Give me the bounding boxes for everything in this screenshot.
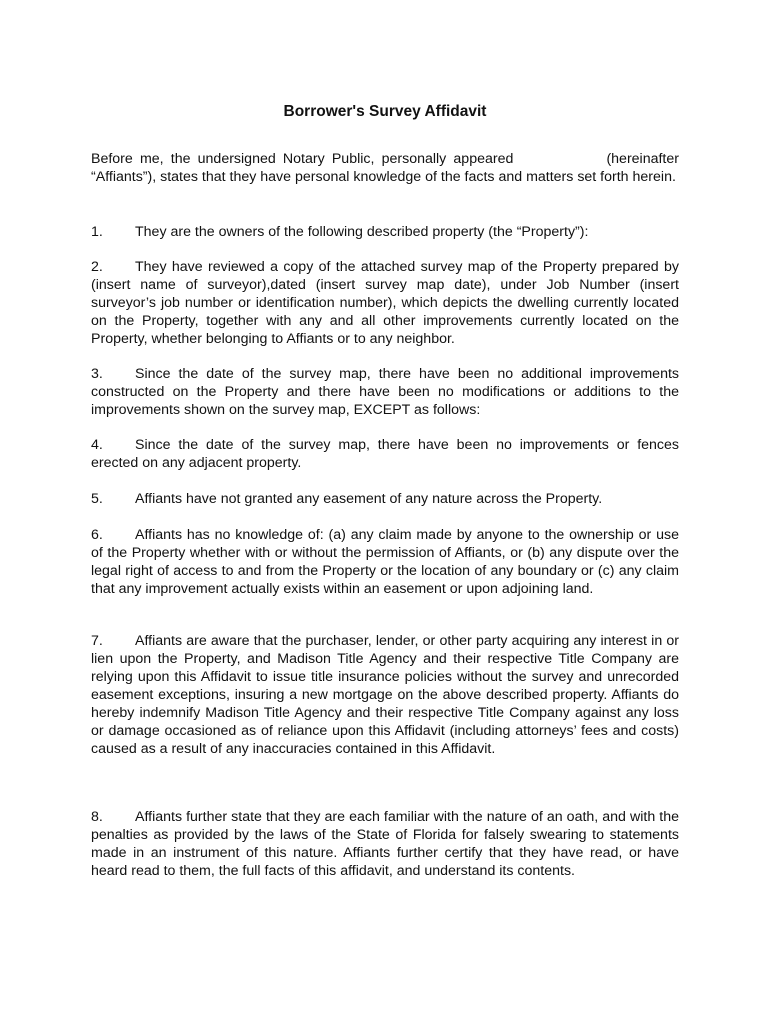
paragraph-text: Since the date of the survey map, there have been no additional improvements constructed on the Property and there have been no modifications or additions to the improvements shown on the survey map, EXCEPT as follows:: [91, 366, 679, 418]
paragraph-number: 6.: [91, 527, 103, 543]
paragraph-text: Since the date of the survey map, there have been no improvements or fences erected on any adjacent property.: [91, 437, 679, 471]
intro-paragraph: Before me, the undersigned Notary Public, personally appeared (hereinafter “Affiants”), states that they have personal knowledge of the facts and matters set forth herein.: [91, 151, 683, 185]
paragraph-number: 4.: [91, 437, 103, 453]
paragraph-5: [91, 490, 679, 508]
paragraph-number: 8.: [91, 809, 103, 825]
paragraph-2: [91, 258, 679, 348]
paragraph-number: 1.: [91, 224, 103, 240]
paragraph-text: Affiants have not granted any easement of any nature across the Property.: [135, 491, 603, 507]
paragraph-text: Affiants further state that they are each familiar with the nature of an oath, and with the penalties as provided by the laws of the State of Florida for falsely swearing to statements made in an instrument of this nature. Affiants further certify that they have read, or have heard read to them, the full facts of this affidavit, and understand its contents.: [91, 809, 679, 879]
paragraph-text: They are the owners of the following described property (the “Property”):: [135, 224, 589, 240]
paragraph-7: [91, 632, 679, 758]
document-title: Borrower's Survey Affidavit: [283, 103, 487, 120]
paragraph-text: Affiants are aware that the purchaser, lender, or other party acquiring any interest in or lien upon the Property, and Madison Title Agency and their respective Title Company are relying upon this Affidavit to issue title insurance policies without the survey and unrecorded easement exceptions, insuring a new mortgage on the above described property. Affiants do hereby indemnify Madison Title Agency and their respective Title Company against any loss or damage occasioned as of reliance upon this Affidavit (including attorneys’ fees and costs) caused as a result of any inaccuracies contained in this Affidavit.: [91, 633, 679, 757]
paragraph-number: 7.: [91, 633, 103, 649]
paragraph-6: [91, 526, 679, 598]
paragraph-4: [91, 436, 679, 472]
paragraph-8: [91, 808, 679, 880]
paragraph-number: 5.: [91, 491, 103, 507]
paragraph-text: They have reviewed a copy of the attached survey map of the Property prepared by (insert name of surveyor),dated (insert survey map date), under Job Number (insert surveyor’s job number or identification number), which depicts the dwelling currently located on the Property, together with any and all other improvements currently located on the Property, whether belonging to Affiants or to any neighbor.: [91, 259, 679, 347]
paragraph-number: 3.: [91, 366, 103, 382]
paragraph-3: [91, 365, 679, 419]
paragraph-text: Affiants has no knowledge of: (a) any claim made by anyone to the ownership or use of the Property whether with or without the permission of Affiants, or (b) any dispute over the legal right of access to and from the Property or the location of any boundary or (c) any claim that any improvement actually exists within an easement or upon adjoining land.: [91, 527, 679, 597]
paragraph-number: 2.: [91, 259, 103, 275]
paragraph-1: [91, 223, 679, 241]
